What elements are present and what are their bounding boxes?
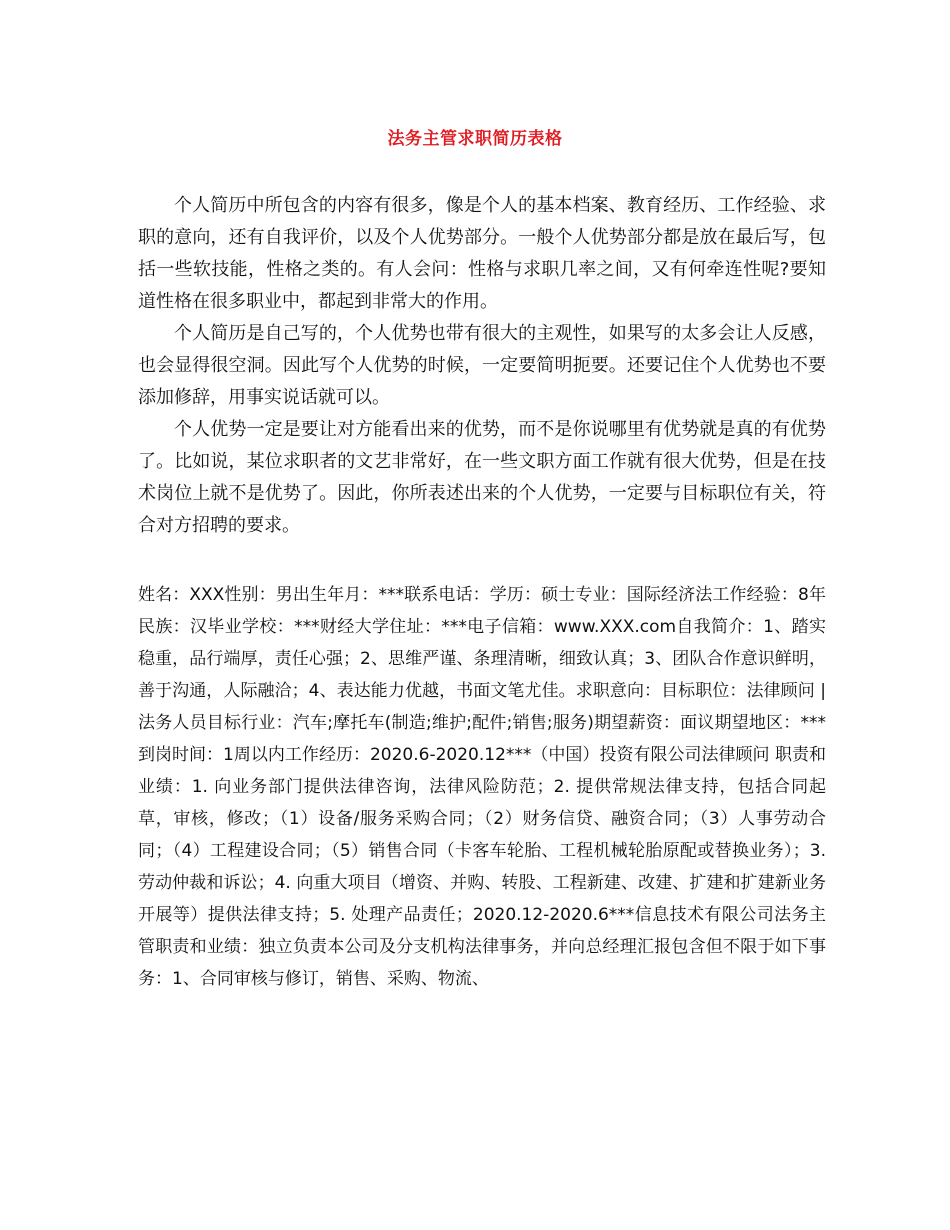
- intro-paragraph-2: 个人简历是自己写的，个人优势也带有很大的主观性，如果写的太多会让人反感，也会显得很空洞。因此写个人优势的时候，一定要简明扼要。还要记住个人优势也不要添加修辞，用事实说话就可以。: [138, 323, 826, 408]
- resume-details-text: 姓名：XXX性别：男出生年月：***联系电话：学历：硕士专业：国际经济法工作经验：8年民族：汉毕业学校：***财经大学住址：***电子信箱：www.XXX.com自我简介：1、踏实稳重，品行端厚，责任心强；2、思维严谨、条理清晰，细致认真；3、团队合作意识鲜明，善于沟通，人际融洽；4、表达能力优越，书面文笔尤佳。求职意向：目标职位：法律顾问 | 法务人员目标行业：汽车;摩托车(制造;维护;配件;销售;服务)期望薪资：面议期望地区：***到岗时间：1周以内工作经历：2020.6-2020.12***（中国）投资有限公司法律顾问 职责和业绩：1. 向业务部门提供法律咨询，法律风险防范；2. 提供常规法律支持，包括合同起草，审核，修改；（1）设备/服务采购合同；（2）财务信贷、融资合同；（3）人事劳动合同；（4）工程建设合同；（5）销售合同（卡客车轮胎、工程机械轮胎原配或替换业务）；3. 劳动仲裁和诉讼；4. 向重大项目（增资、并购、转股、工程新建、改建、扩建和扩建新业务开展等）提供法律支持；5. 处理产品责任；2020.12-2020.6***信息技术有限公司法务主管职责和业绩：独立负责本公司及分支机构法律事务，并向总经理汇报包含但不限于如下事务：1、合同审核与修订，销售、采购、物流、: [138, 585, 826, 989]
- intro-paragraph-3: 个人优势一定是要让对方能看出来的优势，而不是你说哪里有优势就是真的有优势了。比如说，某位求职者的文艺非常好，在一些文职方面工作就有很大优势，但是在技术岗位上就不是优势了。因此，你所表述出来的个人优势，一定要与目标职位有关，符合对方招聘的要求。: [138, 419, 826, 536]
- intro-paragraph-1: 个人简历中所包含的内容有很多，像是个人的基本档案、教育经历、工作经验、求职的意向，还有自我评价，以及个人优势部分。一般个人优势部分都是放在最后写，包括一些软技能，性格之类的。有人会问：性格与求职几率之间，又有何牵连性呢?要知道性格在很多职业中，都起到非常大的作用。: [138, 195, 826, 312]
- document-title: 法务主管求职简历表格: [387, 129, 563, 149]
- intro-section: [138, 190, 826, 542]
